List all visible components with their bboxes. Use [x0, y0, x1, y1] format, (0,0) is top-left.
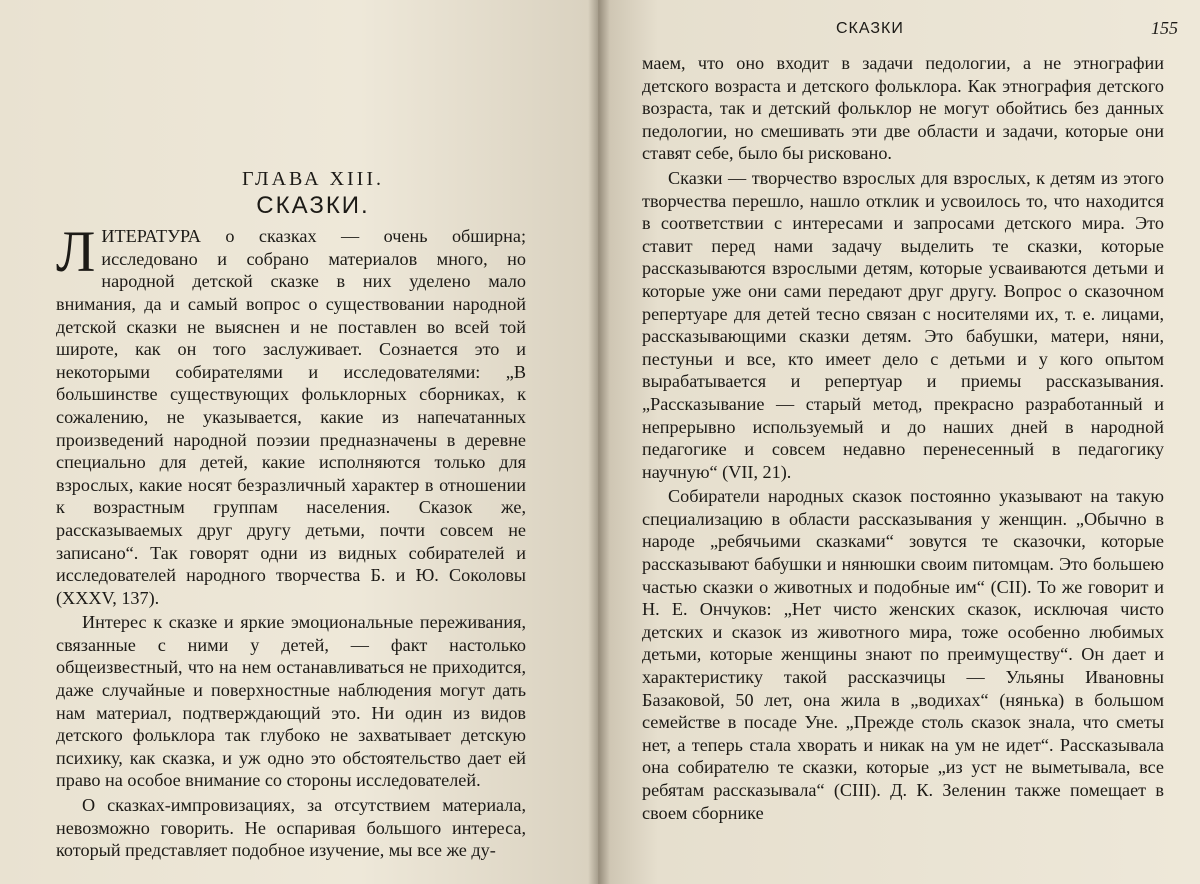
left-paragraph-2: Интерес к сказке и яркие эмоциональные переживания, связанные с ними у детей, — факт настолько общеизвестный, что на нем останавливаться не приходится, даже случайные и поверхностные наблюдения могут дать нам материал, подтверждающий это. Ни один из видов детского фольклора так глубоко не захватывает детскую психику, как сказка, и уж одно это обстоятельство дает ей право на особое внимание со стороны исследователей.	[56, 612, 526, 791]
left-page-text	[56, 168, 526, 864]
right-page-text	[642, 52, 1164, 826]
running-head: СКАЗКИ	[836, 20, 904, 37]
right-paragraph-3: Собиратели народных сказок постоянно указывают на такую специализацию в области рассказывания у женщин. „Обычно в народе „ребячьими сказками“ зовутся те сказочки, которые рассказывают бабушки и нянюшки своим питомцам. Это большею частью сказки о животных и подобные им“ (CII). То же говорит и Н. Е. Ончуков: „Нет чисто женских сказок, исключая чисто детских и сказок из животного мира, тоже особенно любимых детьми, которые женщины знают по преимуществу“. Он дает и характеристику такой рассказчицы — Ульяны Ивановны Базаковой, 50 лет, она жила в „водихах“ (нянька) в большом семействе в посаде Уне. „Прежде столь сказок знала, что сметы нет, а теперь стала хворать и никак на ум не идет“. Рассказывала она собирателю те сказки, которые „из уст не выметывала, все ребятам рассказывала“ (CIII). Д. К. Зеленин также помещает в своем сборнике	[642, 486, 1164, 823]
left-paragraph-3: О сказках-импровизациях, за отсутствием материала, невозможно говорить. Не оспаривая большого интереса, который представляет подобное изучение, мы все же ду-	[56, 795, 526, 861]
left-paragraph-1-text: ИТЕРАТУРА о сказках — очень обширна; исследовано и собрано материалов много, но народной детской сказке в них уделено мало внимания, да и самый вопрос о существовании народной детской сказки не выяснен и не поставлен во всей той широте, как он того заслуживает. Сознается это и некоторыми собирателями и исследователями: „В большинстве существующих фольклорных сборниках, к сожалению, не указывается, какие из напечатанных произведений народной поэзии предназначены в деревне специально для детей, какие исполняются только для взрослых, какие носят безразличный характер в отношении к возрастным группам населения. Сказок же, рассказываемых друг другу детьми, почти совсем не записано“. Так говорят одни из видных собирателей и исследователей народного творчества Б. и Ю. Соколовы (XXXV, 137).	[56, 226, 526, 608]
drop-cap: Л	[56, 219, 96, 285]
book-gutter	[588, 0, 610, 884]
right-paragraph-1: маем, что оно входит в задачи педологии, а не этнографии детского возраста и детского фольклора. Как этнография детского возраста, так и детский фольклор не могут обойтись без данных педологии, но смешивать эти две области и задачи, которые они ставят себе, было бы рисковано.	[642, 53, 1164, 164]
page-number: 155	[1151, 18, 1178, 38]
left-page	[0, 0, 598, 884]
left-paragraph-1	[56, 219, 526, 609]
right-page	[598, 0, 1200, 884]
chapter-heading: ГЛАВА XIII.	[241, 168, 384, 190]
right-paragraph-2: Сказки — творчество взрослых для взрослых, к детям из этого творчества перешло, нашло отклик и усвоилось то, что находится в соответствии с интересами и запросами детского мира. Это ставит перед нами задачу выделить те сказки, которые рассказываются взрослыми детям, которые усваиваются детьми и которые уже они сами передают друг другу. Вопрос о сказочном репертуаре для детей тесно связан с носителями их, т. е. лицами, рассказывающими сказки детям. Это бабушки, матери, няни, пестуньи и все, кто имеет дело с детьми и у кого опытом вырабатывается и репертуар и приемы рассказывания. „Рассказывание — старый метод, прекрасно разработанный и непрерывно используемый и до наших дней в народной педагогике и совсем недавно перенесенный в педагогику научную“ (VII, 21).	[642, 167, 1164, 482]
chapter-title: СКАЗКИ.	[256, 191, 370, 219]
